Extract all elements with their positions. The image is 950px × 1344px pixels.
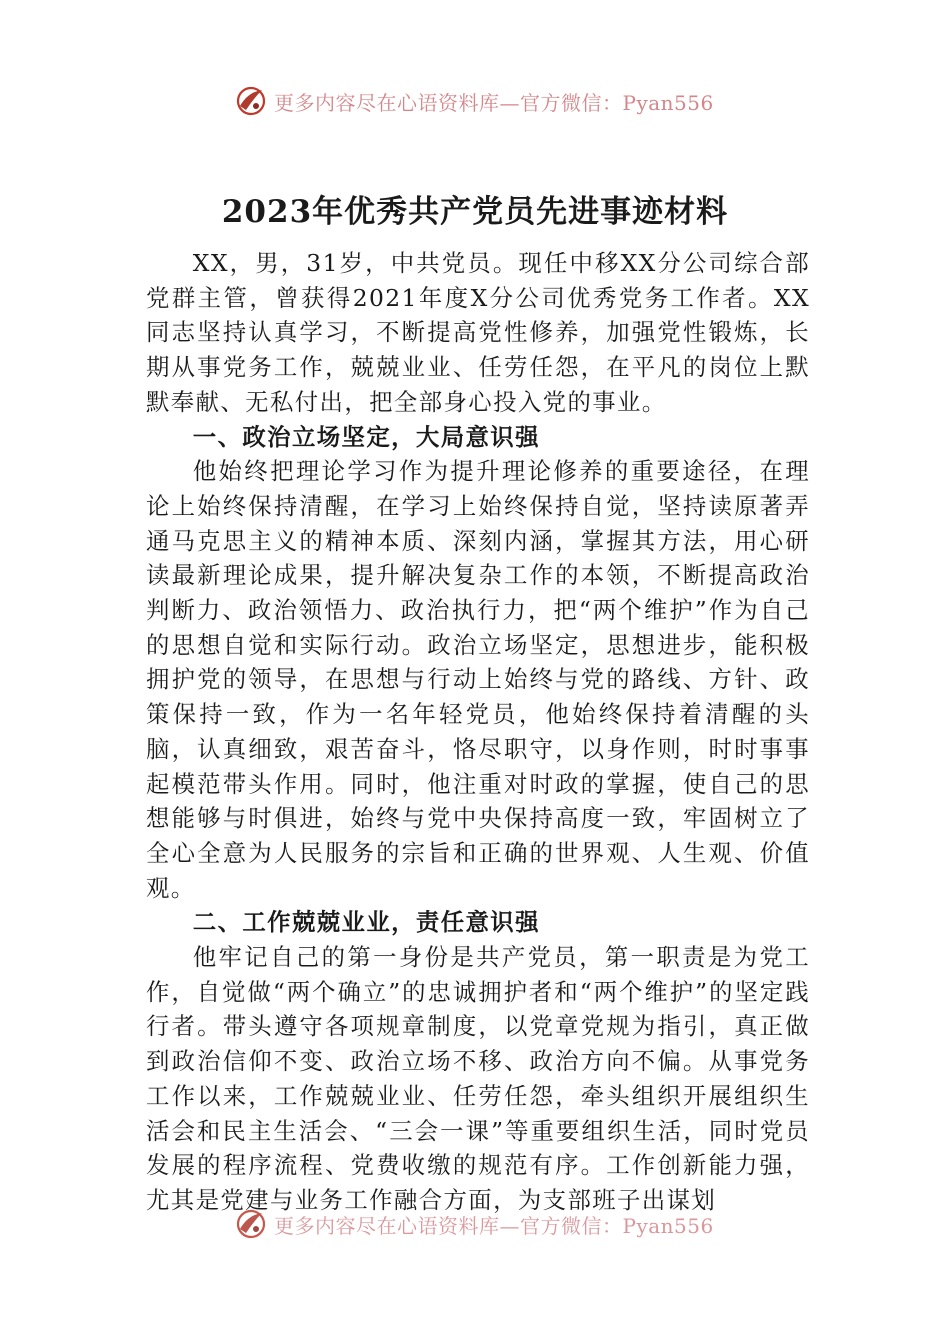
header-watermark-text: 更多内容尽在心语资料库—官方微信：Pyan556 [274, 90, 714, 115]
section1-paragraph: 他始终把理论学习作为提升理论修养的重要途径，在理论上始终保持清醒，在学习上始终保持自觉，坚持读原著弄通马克思主义的精神本质、深刻内涵，掌握其方法，用心研读最新理论成果，提升解决复杂工作的本领，不断提高政治判断力、政治领悟力、政治执行力，把“两个维护”作为自己的思想自觉和实际行动。政治立场坚定，思想进步，能积极拥护党的领导，在思想与行动上始终与党的路线、方针、政策保持一致，作为一名年轻党员，他始终保持着清醒的头脑，认真细致，艰苦奋斗，恪尽职守，以身作则，时时事事起模范带头作用。同时，他注重对时政的掌握，使自己的思想能够与时俱进，始终与党中央保持高度一致，牢固树立了全心全意为人民服务的宗旨和正确的世界观、人生观、价值观。 [146, 457, 810, 902]
document-title: 2023年优秀共产党员先进事迹材料 [221, 194, 729, 230]
section2-heading: 二、工作兢兢业业，责任意识强 [192, 908, 540, 937]
brush-logo-icon [234, 1207, 268, 1241]
brush-logo-icon [234, 84, 268, 118]
document-body [146, 246, 810, 1218]
section1-heading: 一、政治立场坚定，大局意识强 [192, 422, 540, 451]
intro-paragraph: XX，男，31岁，中共党员。现任中移XX分公司综合部党群主管，曾获得2021年度X分公司优秀党务工作者。XX同志坚持认真学习，不断提高党性修养，加强党性锻炼，长期从事党务工作，兢兢业业、任劳任怨，在平凡的岗位上默默奉献、无私付出，把全部身心投入党的事业。 [146, 249, 810, 416]
header-watermark [234, 84, 714, 118]
section2-paragraph: 他牢记自己的第一身份是共产党员，第一职责是为党工作，自觉做“两个确立”的忠诚拥护者和“两个维护”的坚定践行者。带头遵守各项规章制度，以党章党规为指引，真正做到政治信仰不变、政治立场不移、政治方向不偏。从事党务工作以来，工作兢兢业业、任劳任怨，牵头组织开展组织生活会和民主生活会、“三会一课”等重要组织生活，同时党员发展的程序流程、党费收缴的规范有序。工作创新能力强，尤其是党建与业务工作融合方面，为支部班子出谋划 [146, 943, 810, 1214]
footer-watermark-text: 更多内容尽在心语资料库—官方微信：Pyan556 [274, 1213, 714, 1238]
footer-watermark [234, 1207, 714, 1241]
